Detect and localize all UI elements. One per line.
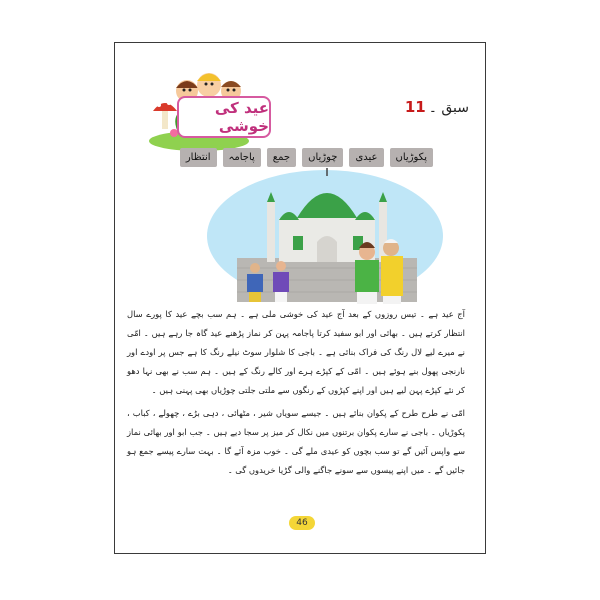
paragraph: آج عید ہے ۔ تیس روزوں کے بعد آج عید کی خوشی ملی ہے ۔ ہم سب بچے عید کا پورے سال انتظار کرتے ہیں ۔ بھائی اور ابو سفید کرتا پاجامہ پہن کر نماز پڑھنے عید گاہ جا رہے ہیں ۔ امّی نے میرے لیے لال رنگ کی فراک بنائی ہے ۔ باجی کا شلوار سوٹ نیلے رنگ کا ہے جس پر اودے اور نارنجی پھول بنے ہوئے ہیں ۔ امّی کے کپڑے ہرے اور کالے رنگ کے ہیں ۔ ہم سب نے بھی نہا دھو کر نئے کپڑے پہن لیے ہیں اور اپنے کپڑوں کے رنگوں سے ملتی جلتی چوڑیاں بھی پہنی ہیں ۔ xyxy=(127,309,465,395)
lesson-number: 11 xyxy=(404,98,426,116)
lesson-title: عید کی خوشی xyxy=(177,96,271,138)
vocab-word: پکوڑیاں xyxy=(390,148,433,167)
vocab-word: چوڑیاں xyxy=(302,148,343,167)
lesson-label-text: سبق ۔ xyxy=(428,100,469,116)
paragraph: امّی نے طرح طرح کے پکوان بنائے ہیں ۔ جیسے سویاں شیر ، مٹھائی ، دہی بڑے ، چھولے ، کباب ، پکوڑیاں ۔ باجی نے سارے پکوان برتنوں میں نکال کر میز پر سجا دیے ہیں ۔ جب ابو اور بھائی نماز سے واپس آئیں گے تو سب بچوں کو عیدی ملے گی ۔ خوب مزہ آئے گا ۔ بہت سارے پیسے جمع ہو جائیں گے ۔ میں اپنے پیسوں سے سونے جاگنے والی گڑیا خریدوں گی ۔ xyxy=(127,408,465,475)
lesson-label xyxy=(405,98,469,116)
vocab-word: عیدی xyxy=(349,148,383,167)
book-page xyxy=(114,42,486,554)
vocab-word: پاجامہ xyxy=(223,148,261,167)
lesson-body xyxy=(127,305,465,484)
vocab-word: جمع xyxy=(267,148,296,167)
page-number: 46 xyxy=(289,516,315,530)
mosque-eid-illustration xyxy=(207,158,443,306)
vocab-word: انتظار xyxy=(180,148,217,167)
